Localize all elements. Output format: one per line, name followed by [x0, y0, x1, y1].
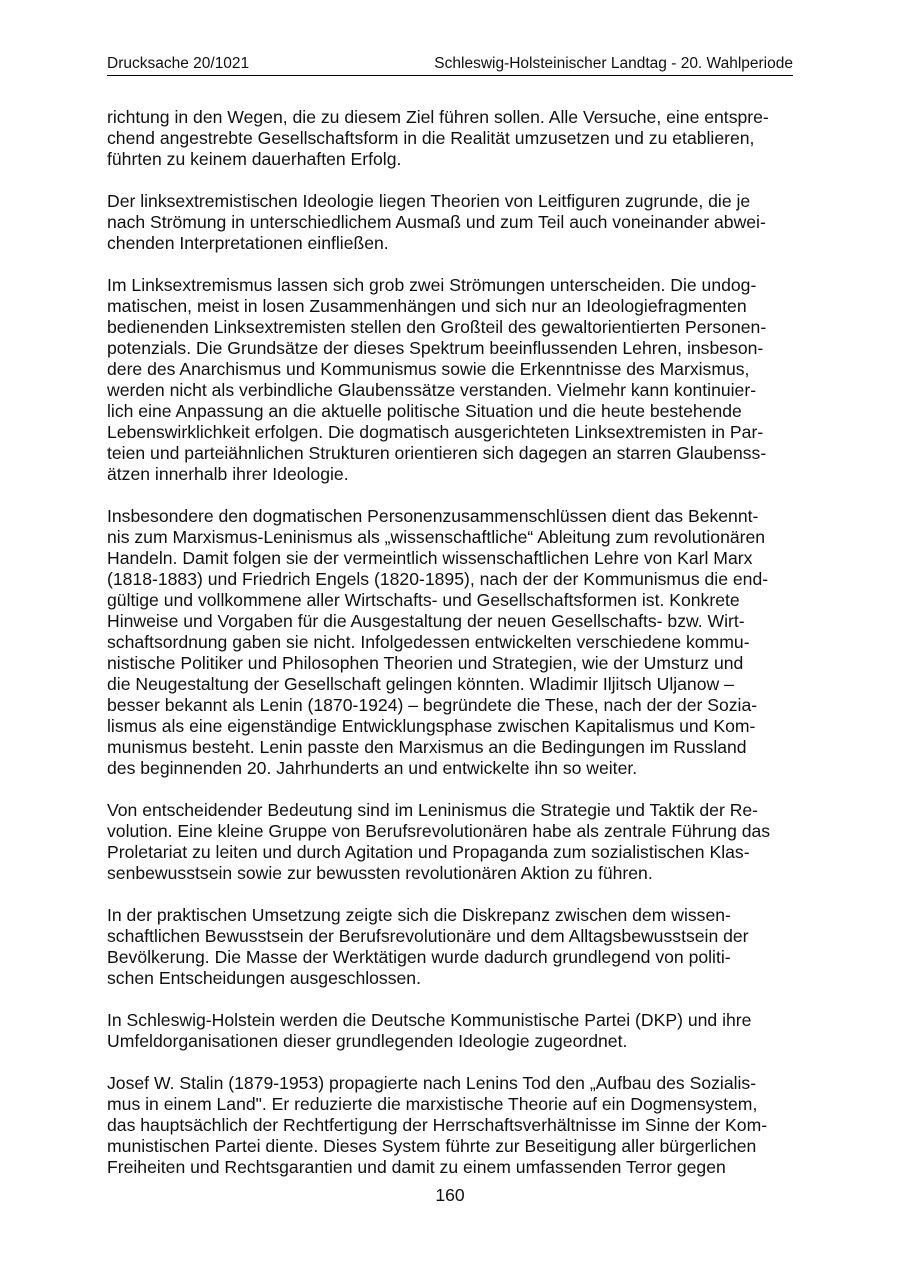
text-line: chend angestrebte Gesellschaftsform in die Realität umzusetzen und zu etablieren, [107, 128, 755, 148]
text-line: nach Strömung in unterschiedlichem Ausmaß und zum Teil auch voneinander abwei- [107, 212, 766, 232]
text-line: Von entscheidender Bedeutung sind im Leninismus die Strategie und Taktik der Re- [107, 800, 759, 820]
text-line: Freiheiten und Rechtsgarantien und damit zu einem umfassenden Terror gegen [107, 1157, 726, 1177]
text-line: munismus besteht. Lenin passte den Marxismus an die Bedingungen im Russland [107, 737, 747, 757]
text-line: volution. Eine kleine Gruppe von Berufsrevolutionären habe als zentrale Führung das [107, 821, 771, 841]
text-line: In der praktischen Umsetzung zeigte sich die Diskrepanz zwischen dem wissen- [107, 905, 731, 925]
text-line: chenden Interpretationen einfließen. [107, 233, 389, 253]
text-line: werden nicht als verbindliche Glaubenssätze verstanden. Vielmehr kann kontinuier- [107, 380, 757, 400]
text-line: die Neugestaltung der Gesellschaft gelingen könnten. Wladimir Iljitsch Uljanow – [107, 674, 734, 694]
text-line: dere des Anarchismus und Kommunismus sowie die Erkenntnisse des Marxismus, [107, 359, 750, 379]
text-line: ätzen innerhalb ihrer Ideologie. [107, 464, 349, 484]
text-line: Im Linksextremismus lassen sich grob zwei Strömungen unterscheiden. Die undog- [107, 275, 757, 295]
text-line: potenzials. Die Grundsätze der dieses Spektrum beeinflussenden Lehren, insbeson- [107, 338, 764, 358]
text-line: Insbesondere den dogmatischen Personenzusammenschlüssen dient das Bekennt- [107, 506, 759, 526]
text-line: nistische Politiker und Philosophen Theorien und Strategien, wie der Umsturz und [107, 653, 744, 673]
text-line: das hauptsächlich der Rechtfertigung der Herrschaftsverhältnisse im Sinne der Kom- [107, 1115, 768, 1135]
text-line: schaftlichen Bewusstsein der Berufsrevolutionäre und dem Alltagsbewusstsein der [107, 926, 749, 946]
text-line: (1818-1883) und Friedrich Engels (1820-1895), nach der der Kommunismus die end- [107, 569, 769, 589]
text-line: Bevölkerung. Die Masse der Werktätigen wurde dadurch grundlegend von politi- [107, 947, 731, 967]
document-number: Drucksache 20/1021 [107, 55, 250, 72]
paragraph [107, 800, 793, 884]
text-line: schen Entscheidungen ausgeschlossen. [107, 968, 421, 988]
text-line: Lebenswirklichkeit erfolgen. Die dogmatisch ausgerichteten Linksextremisten in Par- [107, 422, 764, 442]
text-line: Der linksextremistischen Ideologie liegen Theorien von Leitfiguren zugrunde, die je [107, 191, 751, 211]
text-line: schaftsordnung gaben sie nicht. Infolgedessen entwickelten verschiedene kommu- [107, 632, 750, 652]
text-line: führten zu keinem dauerhaften Erfolg. [107, 149, 402, 169]
paragraph [107, 1010, 793, 1052]
text-line: besser bekannt als Lenin (1870-1924) – begründete die These, nach der der Sozia- [107, 695, 758, 715]
text-line: lismus als eine eigenständige Entwicklungsphase zwischen Kapitalismus und Kom- [107, 716, 756, 736]
paragraph [107, 905, 793, 989]
page-header [107, 53, 793, 76]
paragraph [107, 506, 793, 779]
text-line: gültige und vollkommene aller Wirtschafts- und Gesellschaftsformen ist. Konkrete [107, 590, 740, 610]
text-line: Josef W. Stalin (1879-1953) propagierte nach Lenins Tod den „Aufbau des Sozialis- [107, 1073, 757, 1093]
text-line: richtung in den Wegen, die zu diesem Ziel führen sollen. Alle Versuche, eine entspre- [107, 107, 769, 127]
text-line: munistischen Partei diente. Dieses System führte zur Beseitigung aller bürgerlichen [107, 1136, 757, 1156]
body-text [107, 107, 793, 1199]
text-line: senbewusstsein sowie zur bewussten revolutionären Aktion zu führen. [107, 863, 653, 883]
text-line: nis zum Marxismus-Leninismus als „wissenschaftliche“ Ableitung zum revolutionären [107, 527, 766, 547]
text-line: des beginnenden 20. Jahrhunderts an und entwickelte ihn so weiter. [107, 758, 638, 778]
text-line: Handeln. Damit folgen sie der vermeintlich wissenschaftlichen Lehre von Karl Marx [107, 548, 753, 568]
text-line: lich eine Anpassung an die aktuelle politische Situation und die heute bestehende [107, 401, 742, 421]
page-number: 160 [435, 1185, 465, 1205]
paragraph [107, 107, 793, 170]
text-line: Proletariat zu leiten und durch Agitation und Propaganda zum sozialistischen Klas- [107, 842, 750, 862]
text-line: matischen, meist in losen Zusammenhängen und sich nur an Ideologiefragmenten [107, 296, 747, 316]
text-line: In Schleswig-Holstein werden die Deutsche Kommunistische Partei (DKP) und ihre [107, 1010, 752, 1030]
paragraph [107, 275, 793, 485]
text-line: bedienenden Linksextremisten stellen den Großteil des gewaltorientierten Personen- [107, 317, 767, 337]
paragraph [107, 191, 793, 254]
parliament-period: Schleswig-Holsteinischer Landtag - 20. Wahlperiode [434, 55, 793, 72]
text-line: mus in einem Land". Er reduzierte die marxistische Theorie auf ein Dogmensystem, [107, 1094, 758, 1114]
text-line: Umfeldorganisationen dieser grundlegenden Ideologie zugeordnet. [107, 1031, 628, 1051]
paragraph [107, 1073, 793, 1178]
text-line: Hinweise und Vorgaben für die Ausgestaltung der neuen Gesellschafts- bzw. Wirt- [107, 611, 745, 631]
text-line: teien und parteiähnlichen Strukturen orientieren sich dagegen an starren Glaubenss- [107, 443, 767, 463]
